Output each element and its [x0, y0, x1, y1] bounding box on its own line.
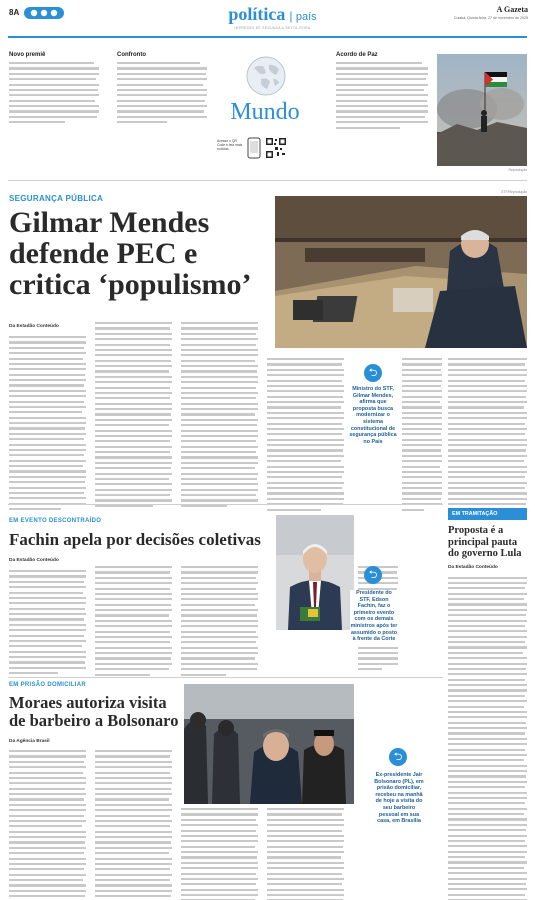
section-tagline: IMPRESSO DE SEGUNDA A SEXTA-FEIRA	[234, 26, 311, 30]
top-story-col-4b	[402, 358, 442, 514]
story2-col-1	[9, 570, 86, 678]
brief-text-lines	[117, 62, 207, 123]
sidebar-byline: Da Estadão Conteúdo	[448, 564, 498, 570]
divider	[8, 504, 443, 505]
bolsonaro-photo	[184, 684, 354, 804]
brief-text-lines	[336, 62, 428, 129]
story2-col-2	[95, 566, 172, 679]
qr-code-icon[interactable]	[265, 137, 287, 159]
sidebar-body-lines	[448, 577, 527, 900]
header-rule	[8, 36, 527, 38]
brief-title: Confronto	[117, 52, 146, 58]
stf-photo	[275, 196, 527, 348]
qr-caption: Acesse o QR Code e leia mais notícias	[217, 139, 243, 151]
top-story-kicker: SEGURANÇA PÚBLICA	[9, 194, 104, 203]
top-brief-3	[336, 52, 428, 132]
dateline: Cuiabá, Quinta-feira, 27 de novembro de 2025	[453, 16, 528, 20]
divider	[8, 180, 527, 181]
story3-caption: Ex-presidente Jair Bolsonaro (PL), em prisão domiciliar, recebeu na manhã de hoje a visita do seu barbeiro pessoal em sua casa, em Brasília	[374, 772, 424, 825]
story3-col-2	[95, 750, 172, 900]
globe-icon	[245, 55, 287, 97]
top-story-col-5	[448, 358, 527, 514]
story2-byline: Da Estadão Conteúdo	[9, 558, 59, 563]
section-name: política	[228, 4, 286, 24]
top-story-col-4	[267, 358, 344, 514]
story3-col-3	[181, 808, 258, 900]
story3-kicker: EM PRISÃO DOMICILIAR	[9, 682, 87, 688]
top-caption-icon: ⮌	[364, 364, 382, 382]
subsection-name: país	[295, 11, 317, 23]
page-number: 8A	[9, 8, 20, 17]
story3-col-4	[267, 808, 344, 900]
top-story-col-1	[9, 336, 86, 513]
mundo-box	[215, 55, 315, 170]
brief-text-lines	[9, 62, 99, 123]
section-title: política | país	[228, 4, 317, 24]
sidebar-tag: EM TRAMITAÇÃO	[448, 508, 527, 520]
story2-headline: Fachin apela por decisões coletivas	[9, 530, 261, 549]
brief-title: Acordo de Paz	[336, 52, 378, 58]
story2-caption-icon: ⮌	[364, 566, 382, 584]
sidebar	[448, 508, 527, 900]
story2-col-3	[181, 566, 258, 679]
story2-kicker: EM EVENTO DESCONTRAÍDO	[9, 518, 102, 524]
story3-col-1	[9, 750, 86, 900]
stf-photo-credit: STF/Reprodução	[501, 190, 527, 194]
sidebar-headline: Proposta é a principal pauta do governo Lula	[448, 525, 522, 559]
top-story-col-3	[181, 322, 258, 510]
top-brief-1	[9, 52, 99, 127]
top-story-caption: Ministro do STF, Gilmar Mendes, afirma que proposta busca modernizar o sistema constitucional de segurança pública no País	[349, 386, 397, 445]
top-story-col-2	[95, 322, 172, 510]
story3-byline: Da Agência Brasil	[9, 739, 50, 744]
story2-caption: Presidente do STF, Edson Fachin, faz o primeiro evento com os demais ministros após ter assumido o posto à frente da Corte	[350, 590, 398, 643]
fachin-photo	[276, 515, 354, 630]
divider	[8, 677, 443, 678]
top-brief-2	[117, 52, 207, 127]
gaza-photo	[437, 54, 527, 166]
top-story-byline: Da Estadão Conteúdo	[9, 324, 59, 329]
story3-caption-icon: ⮌	[389, 748, 407, 766]
phone-icon	[247, 137, 261, 159]
brand-dots-icon	[24, 6, 64, 18]
top-story-headline: Gilmar Mendes defende PEC e critica ‘populismo’	[9, 206, 252, 301]
paper-name: A Gazeta	[496, 5, 528, 14]
brief-title: Novo premiê	[9, 52, 46, 58]
page-header	[0, 0, 535, 34]
mundo-label: Mundo	[230, 99, 300, 125]
gaza-photo-credit: Reprodução	[508, 168, 527, 172]
story3-headline: Moraes autoriza visita de barbeiro a Bolsonaro	[9, 693, 179, 730]
